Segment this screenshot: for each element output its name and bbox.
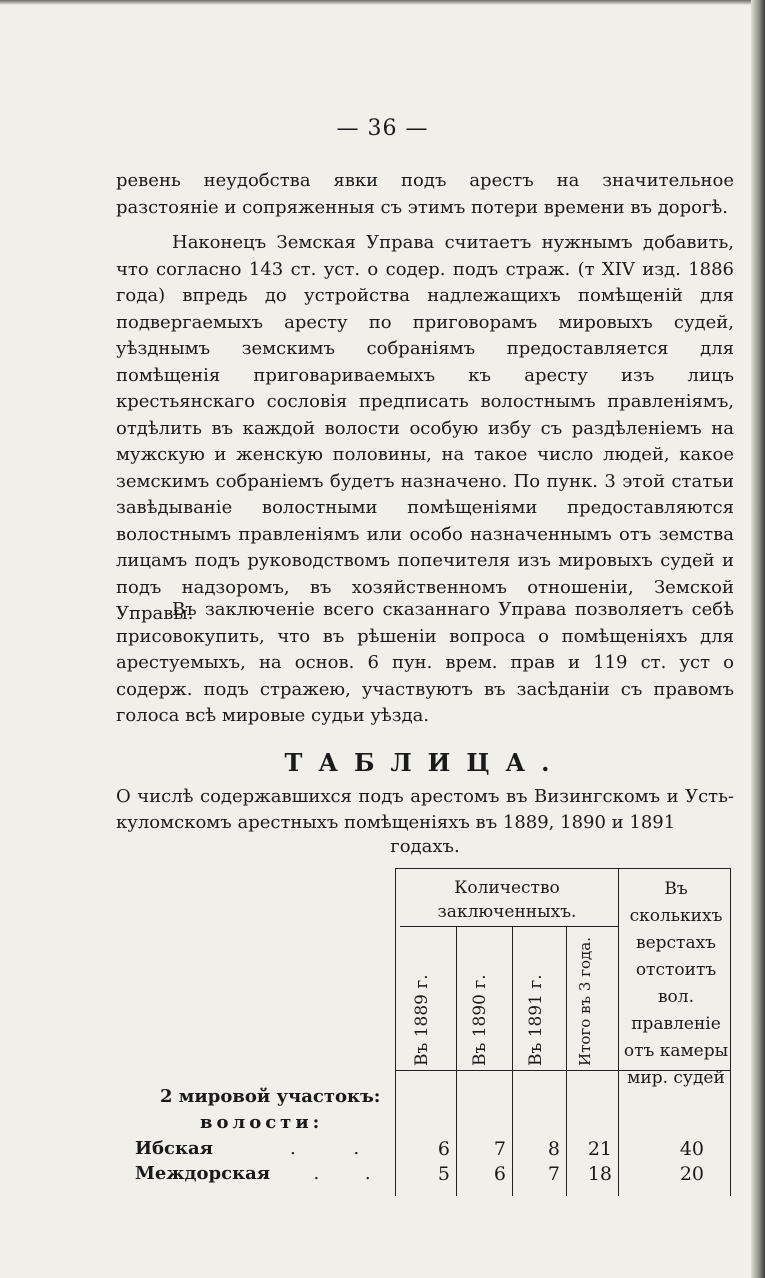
col-rule-4 — [618, 868, 619, 1196]
cell-distance: 20 — [679, 1163, 704, 1185]
table-caption: О числѣ содержавшихся подъ арестомъ въ Визингскомъ и Усть-куломскомъ арестныхъ помѣщеніяхъ въ 1889, 1890 и 1891 — [116, 786, 734, 833]
table-right-rule — [730, 868, 731, 1196]
cell-1889: 6 — [437, 1138, 450, 1160]
cell-1889: 5 — [437, 1163, 450, 1185]
col-rule-2 — [512, 926, 513, 1196]
cell-total: 18 — [587, 1163, 612, 1185]
row-leader-dots: . . — [290, 1138, 360, 1159]
header-1891: Въ 1891 г. — [526, 974, 546, 1066]
paragraph-1: ревень неудобства явки подъ арестъ на значительное разстояніе и сопряженныя съ этимъ потери времени въ дорогѣ. — [116, 170, 734, 218]
count-header-rule — [400, 926, 618, 927]
cell-distance: 40 — [679, 1138, 704, 1160]
section-label: 2 мировой участокъ: — [160, 1086, 381, 1107]
page-top-edge — [0, 0, 765, 5]
header-1890: Въ 1890 г. — [470, 974, 490, 1066]
paragraph-3: Въ заключеніе всего сказаннаго Управа позволяетъ себѣ присовокупить, что въ рѣшеніи вопроса о помѣщеніяхъ для арестуемыхъ, на основ. 6 пун. врем. прав и 119 ст. уст о содерж. подъ стражею, участвуютъ въ засѣданіи съ правомъ голоса всѣ мировые судьи уѣзда. — [116, 599, 734, 726]
table-title: ТАБЛИЦА. — [284, 748, 566, 777]
cell-1890: 7 — [493, 1138, 506, 1160]
row-leader-dots: . . . — [262, 1163, 371, 1184]
cell-1890: 6 — [493, 1163, 506, 1185]
paragraph-2: Наконецъ Земская Управа считаетъ нужнымъ добавить, что согласно 143 ст. уст. о содер. подъ страж. (т XIV изд. 1886 года) впредь до устройства надлежащихъ помѣщеній для подвергаемыхъ аресту по приговорамъ мировыхъ судей, уѣзднымъ земскимъ собраніямъ предоставляется для помѣщенія приговариваемыхъ къ аресту изъ лицъ крестьянскаго сословія предписать волостнымъ правленіямъ, отдѣлить въ каждой волости особую избу съ раздѣленіемъ на мужскую и женскую половины, на такое число людей, какое земскимъ собраніемъ будетъ назначено. По пунк. 3 этой статьи завѣдываніе волостными помѣщеніями предоставляются волостнымъ правленіямъ или особо назначеннымъ отъ земства лицамъ подъ руководствомъ попечителя изъ мировыхъ судей и подъ надзоромъ, въ хозяйственномъ отношеніи, Земской Управы. — [116, 232, 734, 624]
header-1889: Въ 1889 г. — [412, 974, 432, 1066]
table-caption-end: годахъ. — [390, 836, 460, 857]
header-distance: Въ сколькихъ верстахъ отстоитъ вол. правленіе отъ камеры мир. судей — [623, 879, 729, 1088]
cell-1891: 7 — [547, 1163, 560, 1185]
table-top-rule — [395, 868, 730, 869]
header-total: Итого въ 3 года. — [576, 937, 594, 1066]
row-name: Ибская — [135, 1138, 213, 1159]
row-name: Междорская — [135, 1163, 271, 1184]
cell-total: 21 — [587, 1138, 612, 1160]
col-rule-3 — [566, 926, 567, 1196]
table-left-rule — [395, 868, 396, 1196]
page-right-edge — [751, 0, 765, 1278]
page-number: — 36 — — [336, 116, 429, 141]
col-rule-1 — [456, 926, 457, 1196]
header-count: Количество заключенныхъ. — [437, 878, 577, 922]
cell-1891: 8 — [547, 1138, 560, 1160]
subsection-label: волости: — [200, 1112, 324, 1133]
